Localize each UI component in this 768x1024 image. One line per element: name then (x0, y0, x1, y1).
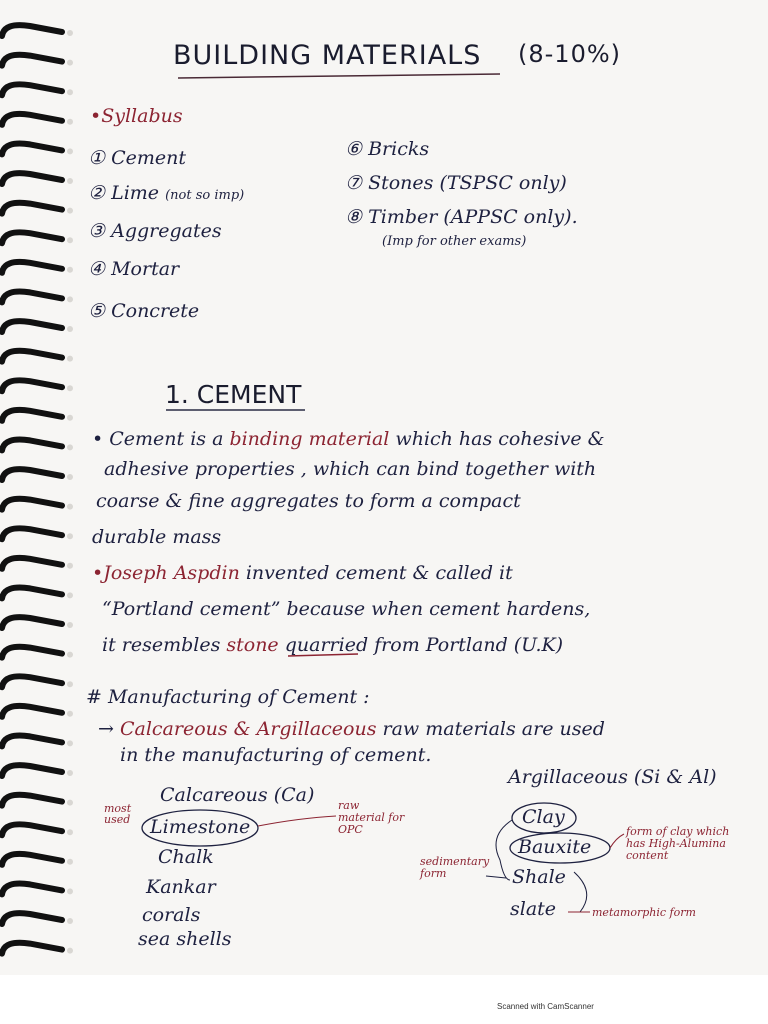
punch-hole (67, 652, 73, 658)
punch-hole (67, 770, 73, 776)
spiral-ring (2, 203, 62, 214)
syllabus-item: ④ Mortar (88, 258, 180, 280)
most-used-note: most used (104, 802, 132, 826)
calcareous-item: Chalk (158, 846, 214, 868)
punch-hole (67, 415, 73, 421)
spiral-ring (2, 410, 62, 421)
spiral-ring (2, 795, 62, 806)
spiral-ring (2, 824, 62, 835)
punch-hole (67, 563, 73, 569)
spiral-ring (2, 854, 62, 865)
spiral-ring (2, 25, 62, 36)
punch-hole (67, 622, 73, 628)
argillaceous-item: Clay (522, 806, 565, 828)
spiral-ring (2, 55, 62, 66)
calcareous-item: Kankar (146, 876, 216, 898)
spiral-ring (2, 617, 62, 628)
punch-hole (67, 918, 73, 924)
spiral-ring (2, 706, 62, 717)
text-line: • Cement is a binding material which has cohesive & (92, 428, 605, 450)
punch-hole (67, 356, 73, 362)
punch-hole (67, 30, 73, 36)
spiral-ring (2, 292, 62, 303)
punch-hole (67, 296, 73, 302)
manufacturing-heading: # Manufacturing of Cement : (86, 686, 370, 708)
punch-hole (67, 592, 73, 598)
punch-hole (67, 60, 73, 66)
arrow-icon: → (98, 718, 114, 740)
punch-hole (67, 474, 73, 480)
punch-hole (67, 267, 73, 273)
sedimentary-note: sedimentary form (420, 855, 490, 880)
punch-hole (67, 208, 73, 214)
spiral-ring (2, 232, 62, 243)
spiral-ring (2, 676, 62, 687)
section-heading-cement: 1. CEMENT (165, 380, 302, 409)
argillaceous-item: Bauxite (518, 836, 592, 858)
text-line: → Calcareous & Argillaceous raw materials are used (98, 718, 605, 740)
spiral-ring (2, 647, 62, 658)
argillaceous-item: Shale (512, 866, 566, 888)
text-line: “Portland cement” because when cement hardens, (102, 598, 591, 620)
title-weightage: (8-10%) (518, 40, 621, 68)
syllabus-item: ② Lime (not so imp) (88, 182, 245, 204)
syllabus-item: ⑥ Bricks (345, 138, 430, 160)
punch-hole (67, 237, 73, 243)
punch-hole (67, 504, 73, 510)
text-line: coarse & fine aggregates to form a compact (96, 490, 521, 512)
spiral-ring (2, 736, 62, 747)
spiral-ring (2, 262, 62, 273)
punch-hole (67, 888, 73, 894)
syllabus-label: •Syllabus (90, 105, 183, 127)
text-line: durable mass (92, 526, 222, 548)
punch-hole (67, 740, 73, 746)
punch-hole (67, 829, 73, 835)
spiral-ring (2, 440, 62, 451)
punch-hole (67, 533, 73, 539)
raw-material-note: raw material for OPC (338, 799, 405, 836)
punch-hole (67, 711, 73, 717)
punch-hole (67, 681, 73, 687)
spiral-ring (2, 114, 62, 125)
spiral-ring (2, 84, 62, 95)
punch-hole (67, 178, 73, 184)
text-line: it resembles stone quarried from Portland (U.K) (102, 634, 564, 656)
punch-hole (67, 800, 73, 806)
spiral-ring (2, 351, 62, 362)
punch-hole (67, 148, 73, 154)
punch-hole (67, 444, 73, 450)
scanned-with-label: Scanned with CamScanner (497, 1002, 594, 1011)
punch-hole (67, 385, 73, 391)
spiral-ring (2, 528, 62, 539)
syllabus-item: ⑧ Timber (APPSC only). (345, 206, 578, 228)
footer-strip (0, 975, 768, 1024)
spiral-ring (2, 943, 62, 954)
syllabus-item: ⑦ Stones (TSPSC only) (345, 172, 567, 194)
calcareous-item: Limestone (150, 816, 251, 838)
punch-hole (67, 326, 73, 332)
text-line: in the manufacturing of cement. (120, 744, 432, 766)
spiral-ring (2, 884, 62, 895)
text-line: •Joseph Aspdin invented cement & called it (92, 562, 513, 584)
timber-note: (Imp for other exams) (382, 234, 527, 249)
syllabus-item: ③ Aggregates (88, 220, 222, 242)
text-line: adhesive properties , which can bind together with (104, 458, 597, 480)
spiral-binding (0, 18, 80, 968)
spiral-ring (2, 765, 62, 776)
spiral-ring (2, 321, 62, 332)
spiral-ring (2, 380, 62, 391)
spiral-ring (2, 588, 62, 599)
spiral-ring (2, 469, 62, 480)
syllabus-item: ⑤ Concrete (88, 300, 200, 322)
argillaceous-heading: Argillaceous (Si & Al) (508, 766, 717, 788)
argillaceous-item: slate (510, 898, 557, 920)
spiral-ring (2, 558, 62, 569)
syllabus-item: ① Cement (88, 147, 187, 169)
calcareous-item: corals (142, 904, 201, 926)
calcareous-heading: Calcareous (Ca) (160, 784, 315, 806)
punch-hole (67, 119, 73, 125)
bauxite-note: form of clay which has High-Alumina content (626, 825, 730, 862)
spiral-ring (2, 499, 62, 510)
spiral-ring (2, 913, 62, 924)
page-title: BUILDING MATERIALS (173, 40, 482, 71)
calcareous-item: sea shells (138, 928, 232, 950)
punch-hole (67, 89, 73, 95)
metamorphic-note: metamorphic form (592, 906, 696, 919)
spiral-ring (2, 173, 62, 184)
spiral-ring (2, 144, 62, 155)
punch-hole (67, 859, 73, 865)
punch-hole (67, 948, 73, 954)
